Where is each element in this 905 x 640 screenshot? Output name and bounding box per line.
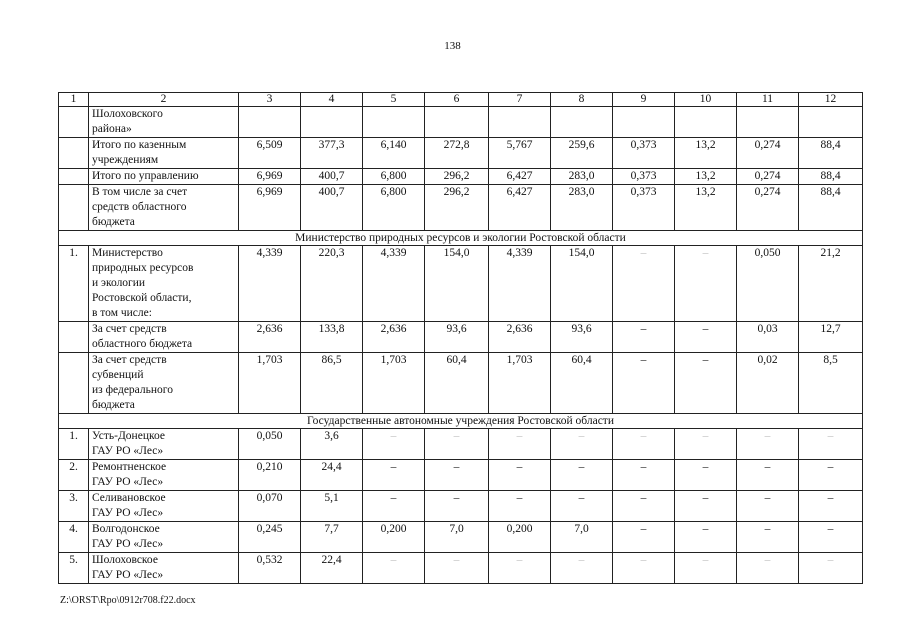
value-cell: 12,7 [799, 322, 863, 353]
value-cell: 7,0 [425, 522, 489, 553]
value-cell: 154,0 [551, 246, 613, 322]
header-cell: 11 [737, 93, 799, 107]
value-cell: 0,532 [239, 553, 301, 584]
value-cell: – [675, 553, 737, 584]
value-cell: 400,7 [301, 185, 363, 231]
value-cell: – [425, 553, 489, 584]
row-name: В том числе за счет средств областного бюджета [89, 185, 239, 231]
value-cell: – [737, 429, 799, 460]
value-cell: – [613, 553, 675, 584]
value-cell [489, 107, 551, 138]
value-cell: – [675, 322, 737, 353]
value-cell: – [799, 491, 863, 522]
value-cell: – [551, 491, 613, 522]
value-cell: 8,5 [799, 353, 863, 414]
value-cell: 6,800 [363, 169, 425, 185]
value-cell: 0,274 [737, 185, 799, 231]
value-cell: 0,210 [239, 460, 301, 491]
row-name: Итого по управлению [89, 169, 239, 185]
value-cell: 13,2 [675, 185, 737, 231]
row-number [59, 353, 89, 414]
header-cell: 8 [551, 93, 613, 107]
value-cell [675, 107, 737, 138]
value-cell: 21,2 [799, 246, 863, 322]
value-cell: – [613, 246, 675, 322]
row-number: 2. [59, 460, 89, 491]
row-number [59, 169, 89, 185]
value-cell: – [737, 553, 799, 584]
header-cell: 5 [363, 93, 425, 107]
value-cell: – [799, 522, 863, 553]
page-number: 138 [444, 40, 461, 52]
value-cell: 0,373 [613, 185, 675, 231]
value-cell: – [613, 522, 675, 553]
value-cell: 296,2 [425, 169, 489, 185]
value-cell: 2,636 [489, 322, 551, 353]
file-path-footer: Z:\ORST\Rpo\0912r708.f22.docx [60, 595, 196, 606]
row-number: 1. [59, 246, 89, 322]
value-cell: 24,4 [301, 460, 363, 491]
row-name: За счет средств областного бюджета [89, 322, 239, 353]
value-cell [363, 107, 425, 138]
row-name: Волгодонское ГАУ РО «Лес» [89, 522, 239, 553]
value-cell: 93,6 [425, 322, 489, 353]
value-cell: 154,0 [425, 246, 489, 322]
value-cell: 13,2 [675, 169, 737, 185]
value-cell: – [363, 553, 425, 584]
value-cell: – [613, 322, 675, 353]
value-cell: 7,7 [301, 522, 363, 553]
row-name: Шолоховское ГАУ РО «Лес» [89, 553, 239, 584]
row-name: За счет средств субвенций из федерального бюджета [89, 353, 239, 414]
value-cell [613, 107, 675, 138]
value-cell: 6,427 [489, 185, 551, 231]
row-number: 4. [59, 522, 89, 553]
table-row [59, 491, 863, 522]
value-cell: 0,245 [239, 522, 301, 553]
value-cell: 5,1 [301, 491, 363, 522]
value-cell: 283,0 [551, 185, 613, 231]
value-cell: 4,339 [363, 246, 425, 322]
value-cell: 0,050 [737, 246, 799, 322]
budget-table [58, 92, 863, 584]
value-cell: 272,8 [425, 138, 489, 169]
value-cell: – [675, 460, 737, 491]
value-cell: 2,636 [239, 322, 301, 353]
table-row [59, 460, 863, 491]
value-cell: 0,03 [737, 322, 799, 353]
value-cell: – [551, 460, 613, 491]
row-number: 5. [59, 553, 89, 584]
value-cell: – [551, 553, 613, 584]
row-name: Усть-Донецкое ГАУ РО «Лес» [89, 429, 239, 460]
table-row [59, 522, 863, 553]
row-name: Шолоховского района» [89, 107, 239, 138]
value-cell: 133,8 [301, 322, 363, 353]
value-cell: – [551, 429, 613, 460]
header-cell: 7 [489, 93, 551, 107]
value-cell: – [363, 460, 425, 491]
value-cell: 2,636 [363, 322, 425, 353]
value-cell: 88,4 [799, 138, 863, 169]
value-cell: – [675, 491, 737, 522]
value-cell: – [489, 553, 551, 584]
header-cell: 2 [89, 93, 239, 107]
value-cell [301, 107, 363, 138]
value-cell: 6,969 [239, 185, 301, 231]
value-cell: 4,339 [239, 246, 301, 322]
value-cell: 5,767 [489, 138, 551, 169]
header-cell: 6 [425, 93, 489, 107]
value-cell: 400,7 [301, 169, 363, 185]
value-cell: 6,140 [363, 138, 425, 169]
value-cell: – [675, 353, 737, 414]
row-name: Ремонтненское ГАУ РО «Лес» [89, 460, 239, 491]
value-cell: 0,373 [613, 169, 675, 185]
table-row [59, 169, 863, 185]
header-row [59, 93, 863, 107]
row-name: Министерство природных ресурсов и экологии Ростовской области, в том числе: [89, 246, 239, 322]
value-cell: 220,3 [301, 246, 363, 322]
table-row [59, 322, 863, 353]
value-cell: – [425, 429, 489, 460]
value-cell: 7,0 [551, 522, 613, 553]
value-cell: 0,070 [239, 491, 301, 522]
value-cell: – [363, 429, 425, 460]
value-cell: 0,274 [737, 138, 799, 169]
value-cell: 6,800 [363, 185, 425, 231]
value-cell: 6,509 [239, 138, 301, 169]
table-row [59, 429, 863, 460]
header-cell: 9 [613, 93, 675, 107]
value-cell: – [425, 491, 489, 522]
row-name: Итого по казенным учреждениям [89, 138, 239, 169]
value-cell: – [737, 522, 799, 553]
section-title: Министерство природных ресурсов и экологии Ростовской области [59, 231, 863, 246]
row-number [59, 185, 89, 231]
row-number [59, 138, 89, 169]
value-cell: – [799, 429, 863, 460]
value-cell [239, 107, 301, 138]
value-cell: – [613, 353, 675, 414]
value-cell: – [613, 460, 675, 491]
value-cell: 86,5 [301, 353, 363, 414]
value-cell: – [613, 429, 675, 460]
value-cell: – [613, 491, 675, 522]
value-cell: – [675, 246, 737, 322]
value-cell [425, 107, 489, 138]
value-cell: – [675, 522, 737, 553]
value-cell: 60,4 [425, 353, 489, 414]
value-cell: 0,274 [737, 169, 799, 185]
row-name: Селивановское ГАУ РО «Лес» [89, 491, 239, 522]
value-cell: 6,427 [489, 169, 551, 185]
value-cell: 1,703 [363, 353, 425, 414]
value-cell: 6,969 [239, 169, 301, 185]
table-row [59, 353, 863, 414]
value-cell: 4,339 [489, 246, 551, 322]
value-cell: – [675, 429, 737, 460]
value-cell: – [489, 429, 551, 460]
value-cell [799, 107, 863, 138]
value-cell: 93,6 [551, 322, 613, 353]
header-cell: 10 [675, 93, 737, 107]
value-cell [551, 107, 613, 138]
header-cell: 12 [799, 93, 863, 107]
value-cell: 88,4 [799, 185, 863, 231]
value-cell: 377,3 [301, 138, 363, 169]
value-cell: – [489, 460, 551, 491]
value-cell: 0,373 [613, 138, 675, 169]
value-cell: – [489, 491, 551, 522]
section-title: Государственные автономные учреждения Ростовской области [59, 414, 863, 429]
value-cell: 0,200 [363, 522, 425, 553]
value-cell: 259,6 [551, 138, 613, 169]
value-cell: 296,2 [425, 185, 489, 231]
value-cell: 0,200 [489, 522, 551, 553]
table-row [59, 107, 863, 138]
row-number: 3. [59, 491, 89, 522]
value-cell: 22,4 [301, 553, 363, 584]
value-cell: – [425, 460, 489, 491]
value-cell: 0,050 [239, 429, 301, 460]
header-cell: 3 [239, 93, 301, 107]
header-cell: 1 [59, 93, 89, 107]
value-cell: 3,6 [301, 429, 363, 460]
value-cell: 0,02 [737, 353, 799, 414]
row-number [59, 322, 89, 353]
table-row [59, 553, 863, 584]
table-body [59, 93, 863, 584]
table-row [59, 246, 863, 322]
row-number: 1. [59, 429, 89, 460]
value-cell: 283,0 [551, 169, 613, 185]
section-row [59, 414, 863, 429]
value-cell: – [799, 460, 863, 491]
value-cell: 1,703 [239, 353, 301, 414]
value-cell: – [799, 553, 863, 584]
value-cell: 1,703 [489, 353, 551, 414]
table-row [59, 138, 863, 169]
table-row [59, 185, 863, 231]
section-row [59, 231, 863, 246]
value-cell: – [363, 491, 425, 522]
value-cell [737, 107, 799, 138]
header-cell: 4 [301, 93, 363, 107]
value-cell: 13,2 [675, 138, 737, 169]
value-cell: 60,4 [551, 353, 613, 414]
row-number [59, 107, 89, 138]
value-cell: – [737, 460, 799, 491]
value-cell: – [737, 491, 799, 522]
value-cell: 88,4 [799, 169, 863, 185]
